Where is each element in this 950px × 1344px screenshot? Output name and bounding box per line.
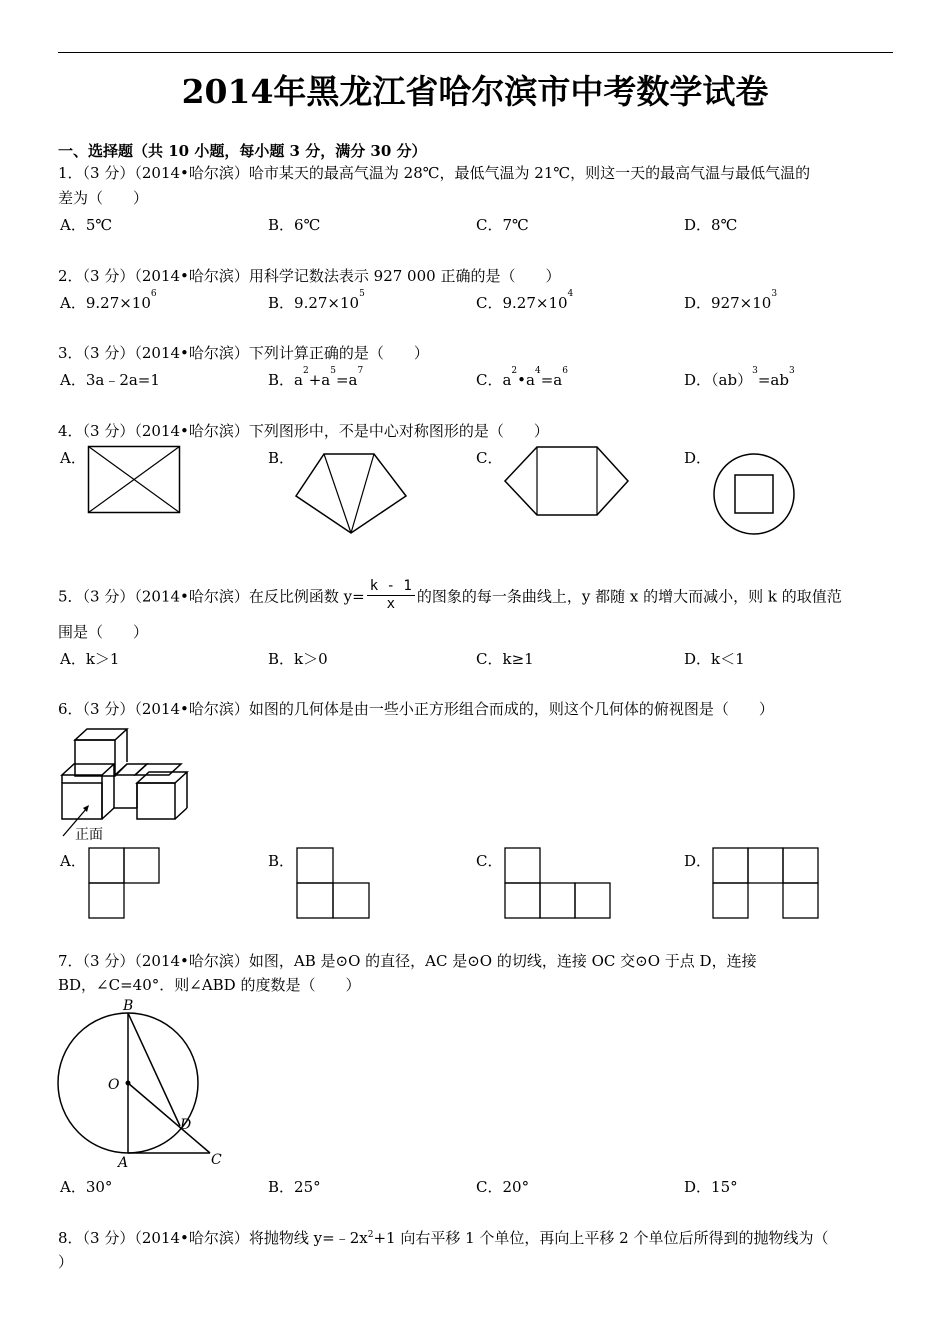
q6-figure-d	[712, 847, 822, 921]
q4-figure-d	[711, 452, 797, 538]
q2-option-c: C．$9.27\times 10^4$	[476, 289, 574, 312]
q4-figure-b	[294, 452, 408, 536]
q7-option-c: C．20°	[476, 1178, 530, 1196]
q1-option-b: B．6℃	[268, 216, 321, 234]
q4-option-a: A．	[60, 449, 86, 467]
q1-option-c: C．7℃	[476, 216, 529, 234]
q6-figure-b	[296, 847, 372, 921]
point-label-d: D	[180, 1117, 192, 1133]
point-label-c: C	[211, 1152, 222, 1168]
q5-option-c: C．k≥1	[476, 650, 534, 668]
q6-option-a: A．	[60, 852, 86, 870]
q6-option-c: C．	[476, 852, 503, 870]
q5-stem-line2: 围是（ ）	[58, 623, 149, 641]
q2-stem: 2．（3 分）（2014•哈尔滨）用科学记数法表示 927 000 正确的是（ ）	[58, 267, 561, 285]
page-title: 2014年黑龙江省哈尔滨市中考数学试卷	[181, 72, 769, 111]
q1-stem-line1: 1．（3 分）（2014•哈尔滨）哈市某天的最高气温为 28℃，最低气温为 21℃，则这一天的最高气温与最低气温的	[58, 164, 811, 182]
point-label-o: O	[108, 1077, 120, 1093]
q3-option-b: B．$a^2+a^5=a^7$	[268, 366, 364, 389]
q8-stem-line2: ）	[58, 1253, 74, 1271]
q1-option-d: D．8℃	[684, 216, 738, 234]
q3-stem: 3．（3 分）（2014•哈尔滨）下列计算正确的是（ ）	[58, 344, 429, 362]
point-label-b: B	[123, 998, 134, 1014]
q6-option-d: D．	[684, 852, 712, 870]
q7-stem-line2: BD，∠C=40°．则∠ABD 的度数是（ ）	[58, 976, 361, 994]
section-heading: 一、选择题（共 10 小题，每小题 3 分，满分 30 分）	[58, 142, 427, 160]
q4-stem: 4．（3 分）（2014•哈尔滨）下列图形中，不是中心对称图形的是（ ）	[58, 422, 549, 440]
q6-option-b: B．	[268, 852, 295, 870]
q4-option-b: B．	[268, 449, 295, 467]
q7-option-b: B．25°	[268, 1178, 321, 1196]
q6-figure-c	[504, 847, 614, 921]
q2-option-b: B．$9.27\times 10^5$	[268, 289, 365, 312]
q4-figure-c	[503, 445, 631, 519]
q7-option-d: D．15°	[684, 1178, 738, 1196]
q5-fraction: $\frac{k - 1}{x}$	[367, 578, 415, 613]
q8-stem-line1: 8．（3 分）（2014•哈尔滨）将抛物线 $y=﹣2x^2+1$ 向右平移 1 个单位，再向上平移 2 个单位后所得到的抛物线为（	[58, 1229, 829, 1247]
q6-figure-a	[88, 847, 162, 921]
q5-option-d: D．k＜1	[684, 650, 745, 668]
q7-stem-line1: 7．（3 分）（2014•哈尔滨）如图，AB 是⊙O 的直径，AC 是⊙O 的切线，连接 OC 交⊙O 于点 D，连接	[58, 952, 757, 970]
q7-option-a: A．30°	[60, 1178, 113, 1196]
q4-option-c: C．	[476, 449, 503, 467]
q1-stem-line2: 差为（ ）	[58, 189, 149, 207]
q3-option-a: A．3a﹣2a=1	[60, 371, 160, 389]
q7-circle-figure	[52, 996, 232, 1172]
q5-option-b: B．k＞0	[268, 650, 328, 668]
q6-front-label: 正面	[75, 827, 103, 843]
q1-option-a: A．5℃	[60, 216, 113, 234]
q2-option-a: A．$9.27\times 10^6$	[60, 289, 157, 312]
q6-stem: 6．（3 分）（2014•哈尔滨）如图的几何体是由一些小正方形组合而成的，则这个几何体的俯视图是（ ）	[58, 700, 774, 718]
top-rule	[58, 52, 893, 53]
q3-option-d: D．$(ab)^3=ab^3$	[684, 366, 795, 389]
q5-option-a: A．k＞1	[60, 650, 120, 668]
q5-stem-line1: 5．（3 分）（2014•哈尔滨）在反比例函数 y= $\frac{k - 1}{x}$ 的图象的每一条曲线上，y 都随 x 的增大而减小，则 k 的取值范	[58, 578, 842, 612]
q3-option-c: C．$a^2•a^4=a^6$	[476, 366, 568, 389]
point-label-a: A	[118, 1155, 129, 1171]
q4-figure-a	[87, 445, 183, 517]
q4-option-d: D．	[684, 449, 712, 467]
q2-option-d: D．$927\times 10^3$	[684, 289, 778, 312]
